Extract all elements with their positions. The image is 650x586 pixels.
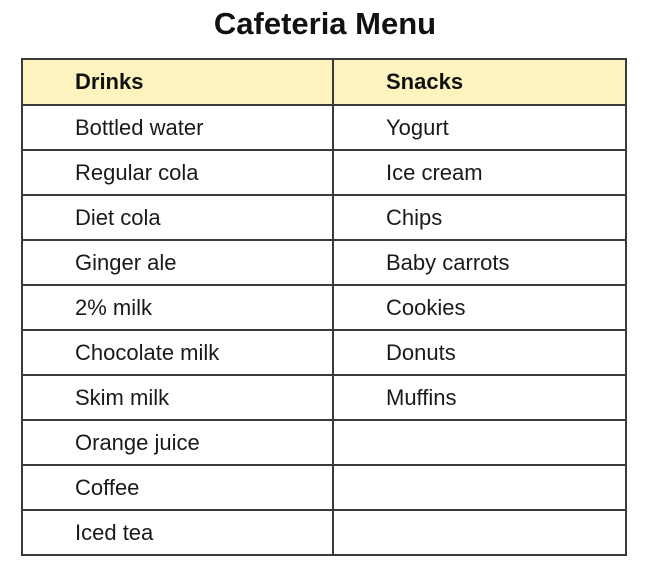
snack-cell: Cookies bbox=[333, 285, 626, 330]
table-row bbox=[22, 375, 626, 420]
snack-cell: Baby carrots bbox=[333, 240, 626, 285]
header-row bbox=[22, 59, 626, 105]
drink-cell: Orange juice bbox=[22, 420, 333, 465]
drink-cell: Iced tea bbox=[22, 510, 333, 555]
table-row bbox=[22, 285, 626, 330]
drink-cell: Regular cola bbox=[22, 150, 333, 195]
drink-cell: Skim milk bbox=[22, 375, 333, 420]
table-row bbox=[22, 240, 626, 285]
drink-cell: 2% milk bbox=[22, 285, 333, 330]
table-row bbox=[22, 420, 626, 465]
table-row bbox=[22, 330, 626, 375]
snack-cell: Donuts bbox=[333, 330, 626, 375]
drink-cell: Diet cola bbox=[22, 195, 333, 240]
snack-cell: Yogurt bbox=[333, 105, 626, 150]
snack-cell: Muffins bbox=[333, 375, 626, 420]
menu-title: Cafeteria Menu bbox=[213, 6, 437, 41]
menu-table bbox=[21, 58, 627, 556]
drink-cell: Bottled water bbox=[22, 105, 333, 150]
table-row bbox=[22, 150, 626, 195]
snack-cell bbox=[333, 465, 626, 510]
table-row bbox=[22, 510, 626, 555]
snack-cell bbox=[333, 420, 626, 465]
drink-cell: Chocolate milk bbox=[22, 330, 333, 375]
column-header-drinks: Drinks bbox=[22, 59, 333, 105]
drink-cell: Ginger ale bbox=[22, 240, 333, 285]
table-row bbox=[22, 105, 626, 150]
table-row bbox=[22, 195, 626, 240]
snack-cell: Chips bbox=[333, 195, 626, 240]
snack-cell bbox=[333, 510, 626, 555]
table-row bbox=[22, 465, 626, 510]
drink-cell: Coffee bbox=[22, 465, 333, 510]
snack-cell: Ice cream bbox=[333, 150, 626, 195]
column-header-snacks: Snacks bbox=[333, 59, 626, 105]
